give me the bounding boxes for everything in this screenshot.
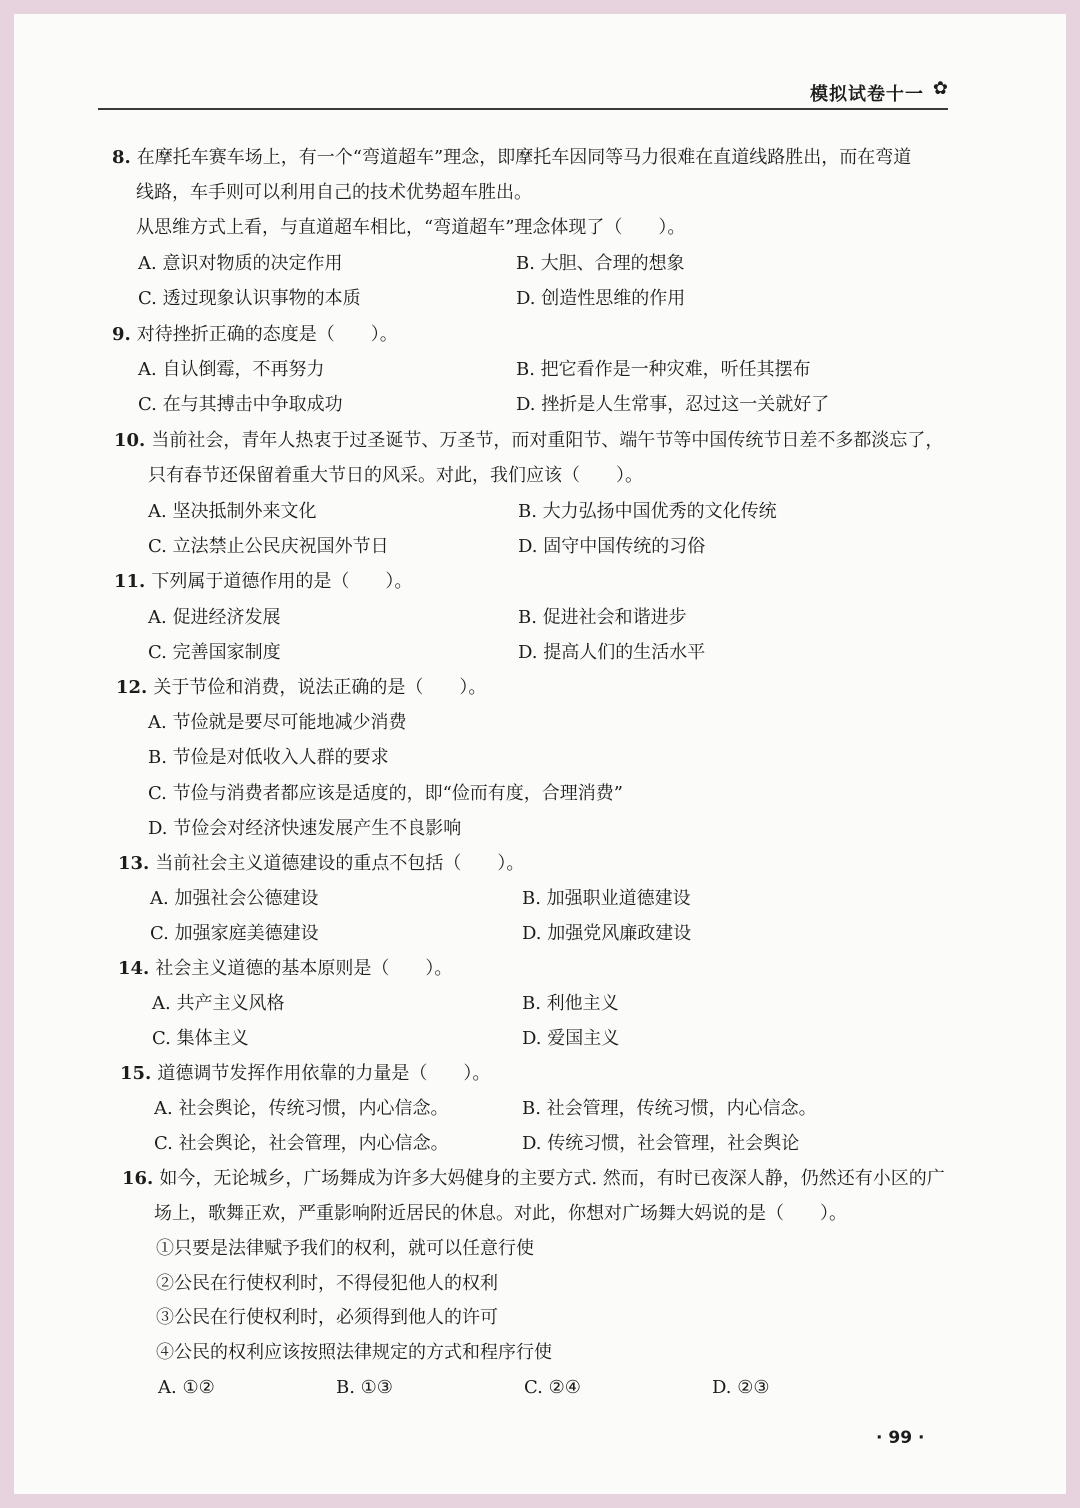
option-b: B. 利他主义 (522, 993, 619, 1014)
option-c: C. 在与其搏击中争取成功 (138, 394, 343, 415)
option-d: D. 节俭会对经济快速发展产生不良影响 (148, 818, 462, 839)
option-b: B. 加强职业道德建设 (522, 888, 691, 909)
option-a: A. 节俭就是要尽可能地减少消费 (148, 712, 407, 733)
option-b: B. 大力弘扬中国优秀的文化传统 (518, 501, 777, 522)
question-16 (122, 1167, 945, 1191)
question-number: 8. (112, 147, 131, 168)
page-number: · 99 · (876, 1428, 925, 1448)
flower-icon: ✿ (932, 78, 948, 99)
option-c: C. ②④ (524, 1377, 581, 1398)
option-a: A. 共产主义风格 (152, 993, 285, 1014)
question-number: 15. (120, 1063, 152, 1084)
option-a: A. 加强社会公德建设 (150, 888, 319, 909)
option-a: A. 促进经济发展 (148, 607, 281, 628)
question-14 (118, 957, 452, 981)
question-number: 12. (116, 677, 148, 698)
question-number: 16. (122, 1168, 154, 1189)
option-d: D. 传统习惯，社会管理，社会舆论 (522, 1133, 800, 1154)
statement-4: ④公民的权利应该按照法律规定的方式和程序行使 (156, 1342, 552, 1363)
question-number: 13. (118, 853, 150, 874)
question-text: 道德调节发挥作用依靠的力量是（ ）。 (157, 1063, 491, 1084)
option-b: B. 社会管理，传统习惯，内心信念。 (522, 1098, 817, 1119)
question-15 (120, 1062, 490, 1086)
option-d: D. 提高人们的生活水平 (518, 642, 706, 663)
header-title: 模拟试卷十一 (810, 84, 924, 105)
option-d: D. 挫折是人生常事，忍过这一关就好了 (516, 394, 830, 415)
question-text: 对待挫折正确的态度是（ ）。 (136, 324, 398, 345)
question-text: 关于节俭和消费，说法正确的是（ ）。 (153, 677, 487, 698)
page-header (98, 66, 948, 110)
option-c: C. 集体主义 (152, 1028, 249, 1049)
question-number: 10. (114, 430, 146, 451)
option-a: A. 社会舆论，传统习惯，内心信念。 (154, 1098, 449, 1119)
option-b: B. 促进社会和谐进步 (518, 607, 687, 628)
option-a: A. ①② (158, 1377, 215, 1398)
header-rule (98, 108, 948, 110)
option-a: A. 意识对物质的决定作用 (138, 253, 343, 274)
question-10 (114, 429, 943, 453)
option-c: C. 节俭与消费者都应该是适度的，即“俭而有度，合理消费” (148, 783, 623, 804)
option-b: B. ①③ (336, 1377, 393, 1398)
option-a: A. 坚决抵制外来文化 (148, 501, 317, 522)
question-text: 下列属于道德作用的是（ ）。 (151, 571, 413, 592)
statement-1: ①只要是法律赋予我们的权利，就可以任意行使 (156, 1238, 534, 1259)
statement-3: ③公民在行使权利时，必须得到他人的许可 (156, 1307, 498, 1328)
question-number: 11. (114, 571, 146, 592)
option-d: D. ②③ (712, 1377, 770, 1398)
option-c: C. 加强家庭美德建设 (150, 923, 319, 944)
question-text-cont: 线路，车手则可以利用自己的技术优势超车胜出。 (136, 182, 532, 203)
question-text-cont: 场上，歌舞正欢，严重影响附近居民的休息。对此，你想对广场舞大妈说的是（ ）。 (154, 1203, 847, 1224)
option-b: B. 大胆、合理的想象 (516, 253, 685, 274)
option-b: B. 把它看作是一种灾难，听任其摆布 (516, 359, 811, 380)
question-13 (118, 852, 524, 876)
question-text-cont: 只有春节还保留着重大节日的风采。对此，我们应该（ ）。 (148, 465, 643, 486)
option-d: D. 加强党风廉政建设 (522, 923, 692, 944)
question-text: 如今，无论城乡，广场舞成为许多大妈健身的主要方式. 然而，有时已夜深人静，仍然还有小区的广 (159, 1168, 945, 1189)
question-text: 当前社会主义道德建设的重点不包括（ ）。 (155, 853, 525, 874)
option-c: C. 透过现象认识事物的本质 (138, 288, 361, 309)
question-text: 在摩托车赛车场上，有一个“弯道超车”理念，即摩托车因同等马力很难在直道线路胜出，而在弯道 (136, 147, 912, 168)
option-c: C. 立法禁止公民庆祝国外节日 (148, 536, 389, 557)
question-number: 9. (112, 324, 131, 345)
question-text: 当前社会，青年人热衷于过圣诞节、万圣节，而对重阳节、端午节等中国传统节日差不多都淡忘了， (151, 430, 944, 451)
option-c: C. 完善国家制度 (148, 642, 281, 663)
option-c: C. 社会舆论，社会管理，内心信念。 (154, 1133, 449, 1154)
question-number: 14. (118, 958, 150, 979)
question-8 (112, 146, 911, 170)
question-12 (116, 676, 486, 700)
statement-2: ②公民在行使权利时，不得侵犯他人的权利 (156, 1273, 498, 1294)
option-a: A. 自认倒霉，不再努力 (138, 359, 325, 380)
option-d: D. 爱国主义 (522, 1028, 620, 1049)
option-d: D. 创造性思维的作用 (516, 288, 686, 309)
option-b: B. 节俭是对低收入人群的要求 (148, 747, 389, 768)
question-text-cont: 从思维方式上看，与直道超车相比，“弯道超车”理念体现了（ ）。 (136, 217, 686, 238)
question-9 (112, 323, 398, 347)
option-d: D. 固守中国传统的习俗 (518, 536, 706, 557)
question-11 (114, 570, 412, 594)
question-text: 社会主义道德的基本原则是（ ）。 (155, 958, 453, 979)
